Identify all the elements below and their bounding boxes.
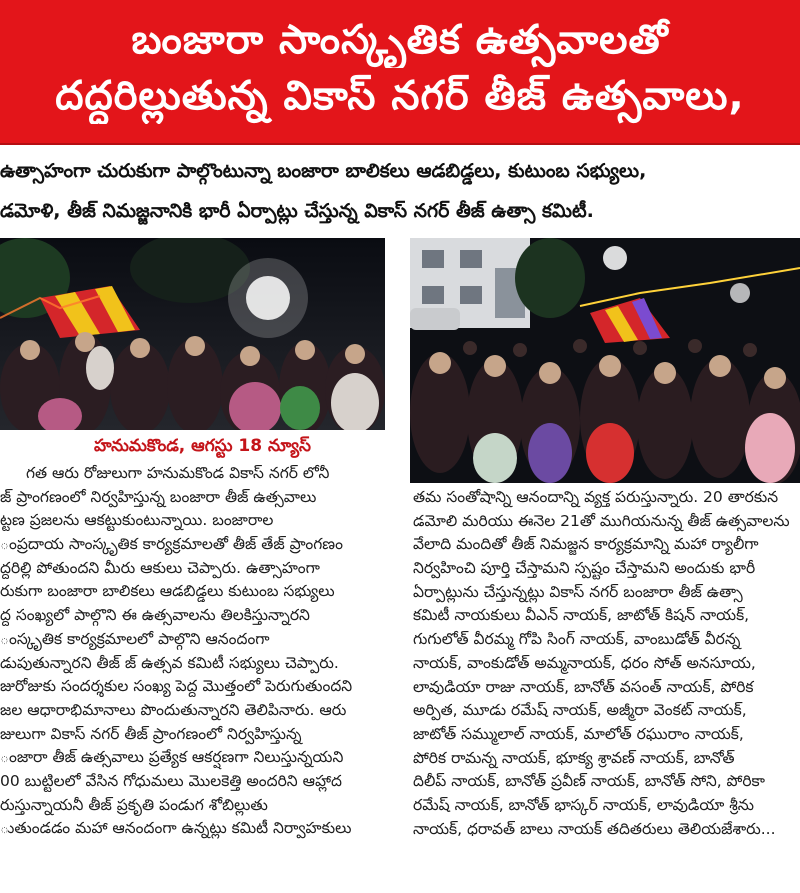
dateline: హనుమకొండ, ఆగస్టు 18 న్యూస్	[94, 436, 311, 456]
subheadline-line-2: డమోళి, తీజ్ నిమజ్జనానికి భారీ ఏర్పాట్లు చేస్తున్న వికాస్ నగర్ తీజ్ ఉత్సా కమిటీ.	[0, 200, 594, 222]
article-line: డుపుతున్నారని తీజ్ జ్ ఉత్సవ కమిటీ సభ్యులు చెప్పారు.	[0, 653, 339, 672]
article-line: తమ సంతోషాన్ని ఆనందాన్ని వ్యక్త పరుస్తున్నారు. 20 తారకున	[413, 488, 779, 506]
article-line: జాటోత్ సమ్ములాల్ నాయక్, మాలోత్ రఘురాం నాయక్,	[413, 724, 744, 743]
article-line: నాయక్, ధరావత్ బాలు నాయక్ తదితరులు తెలియజేశారు...	[413, 819, 776, 838]
article-line: రుకుగా బంజారా బాలికలు ఆడబిడ్డలు కుటుంబ సభ్యులు	[0, 582, 335, 601]
article-line: జ్ ప్రాంగణంలో నిర్వహిస్తున్న బంజారా తీజ్ ఉత్సవాలు	[0, 487, 317, 506]
article-line: నిర్వహించి పూర్తి చేస్తామని స్పష్టం చేస్తామని అందుకు భారీ	[413, 559, 756, 578]
festival-photo-left	[0, 238, 385, 430]
article-column-left	[0, 462, 402, 841]
festival-photo-right	[410, 238, 800, 483]
article-line: ద్దరిల్లి పోతుందని మీరు ఆకులు చెప్పారు. ఉత్సాహంగా	[0, 558, 320, 577]
article-line: దిలీప్ నాయక్, బానోత్ ప్రవీణ్ నాయక్, బానోత్ సోని, పోరికా	[413, 772, 765, 791]
article-column-right	[413, 486, 800, 841]
article-line: ుతుండడం మహా ఆనందంగా ఉన్నట్లు కమిటీ నిర్వాహకులు	[0, 819, 352, 838]
festival-crowd-image	[0, 238, 385, 430]
article-line: గత ఆరు రోజులుగా హనుమకొండ వికాస్ నగర్ లోనీ	[26, 464, 330, 482]
festival-crowd-image	[410, 238, 800, 483]
subheadline-line-1: ఉత్సాహంగా చురుకుగా పాల్గొంటున్నా బంజారా బాలికలు ఆడబిడ్డలు, కుటుంబ సభ్యులు,	[0, 160, 647, 182]
article-line: ంప్రదాయ సాంస్కృతిక కార్యక్రమాలతో తీజ్ తేజ్ ప్రాంగణం	[0, 535, 343, 554]
headline-line-2: దద్దరిల్లుతున్న వికాస్ నగర్ తీజ్ ఉత్సవాలు,	[55, 73, 745, 119]
article-line: ంజారా తీజ్ ఉత్సవాలు ప్రత్యేక ఆకర్షణగా నిలుస్తున్నయని	[0, 748, 344, 767]
article-line: ట్టణ ప్రజలను ఆకట్టుకుంటున్నాయి. బంజారాల	[0, 511, 274, 530]
article-line: అర్పిత, మూడు రమేష్ నాయక్, అజ్మీరా వెంకట్ నాయక్,	[413, 701, 747, 720]
article-line: జల ఆధారాభిమానాలు పొందుతున్నారని తెలిపినారు. ఆరు	[0, 700, 347, 719]
article-line: ఏర్పాట్లును చేస్తున్నట్లు వికాస్ నగర్ బంజారా తీజ్ ఉత్సా	[413, 582, 743, 601]
article-line: డమోలి మరియు ఈనెల 21తో ముగియనున్న తీజ్ ఉత్సవాలను	[413, 511, 790, 530]
headline-banner	[0, 0, 800, 145]
article-line: ంస్కృతిక కార్యక్రమాలలో పాల్గొని ఆనందంగా	[0, 629, 270, 648]
article-line: పోరిక రామన్న నాయక్, భూక్య శ్రావణ్ నాయక్, బానోత్	[413, 748, 735, 767]
article-line: జులుగా వికాస్ నగర్ తీజ్ ప్రాంగణంలో నిర్వహిస్తున్న	[0, 724, 302, 743]
article-line: నాయక్, వాంకుడోత్ అమ్మనాయక్, ధరం సోత్ అనసూయ,	[413, 653, 756, 672]
article-line: ద్ద సంఖ్యలో పాల్గొని ఈ ఉత్సవాలను తిలకిస్తున్నారని	[0, 606, 310, 625]
article-line: కమిటీ నాయకులు వీఎన్ నాయక్, జాటోత్ కిషన్ నాయక్,	[413, 606, 750, 625]
article-line: 00 బుట్టిలలో వేసిన గోధుమలు మొలకెత్తి అందరిని ఆహ్లాద	[0, 771, 342, 790]
article-line: వేలాది మందితో తీజ్ నిమజ్జన కార్యక్రమాన్ని మహా ర్యాలీగా	[413, 535, 759, 554]
article-line: రుస్తున్నాయనీ తీజ్ ప్రకృతి పండుగ శోబిల్లుతు	[0, 795, 268, 814]
article-line: గుగులోత్ వీరమ్మ గోపి సింగ్ నాయక్, వాంబుడోత్ వీరన్న	[413, 630, 741, 649]
article-line: లావుడియా రాజు నాయక్, బానోత్ వసంత్ నాయక్, పోరిక	[413, 677, 754, 696]
headline-line-1: బంజారా సాంస్కృతిక ఉత్సవాలతో	[131, 17, 669, 63]
article-line: రమేష్ నాయక్, బానోత్ భాస్కర్ నాయక్, లావుడియా శ్రీను	[413, 795, 754, 814]
article-line: జురోజుకు సందర్శకుల సంఖ్య పెద్ద మొత్తంలో పెరుగుతుందని	[0, 677, 353, 696]
